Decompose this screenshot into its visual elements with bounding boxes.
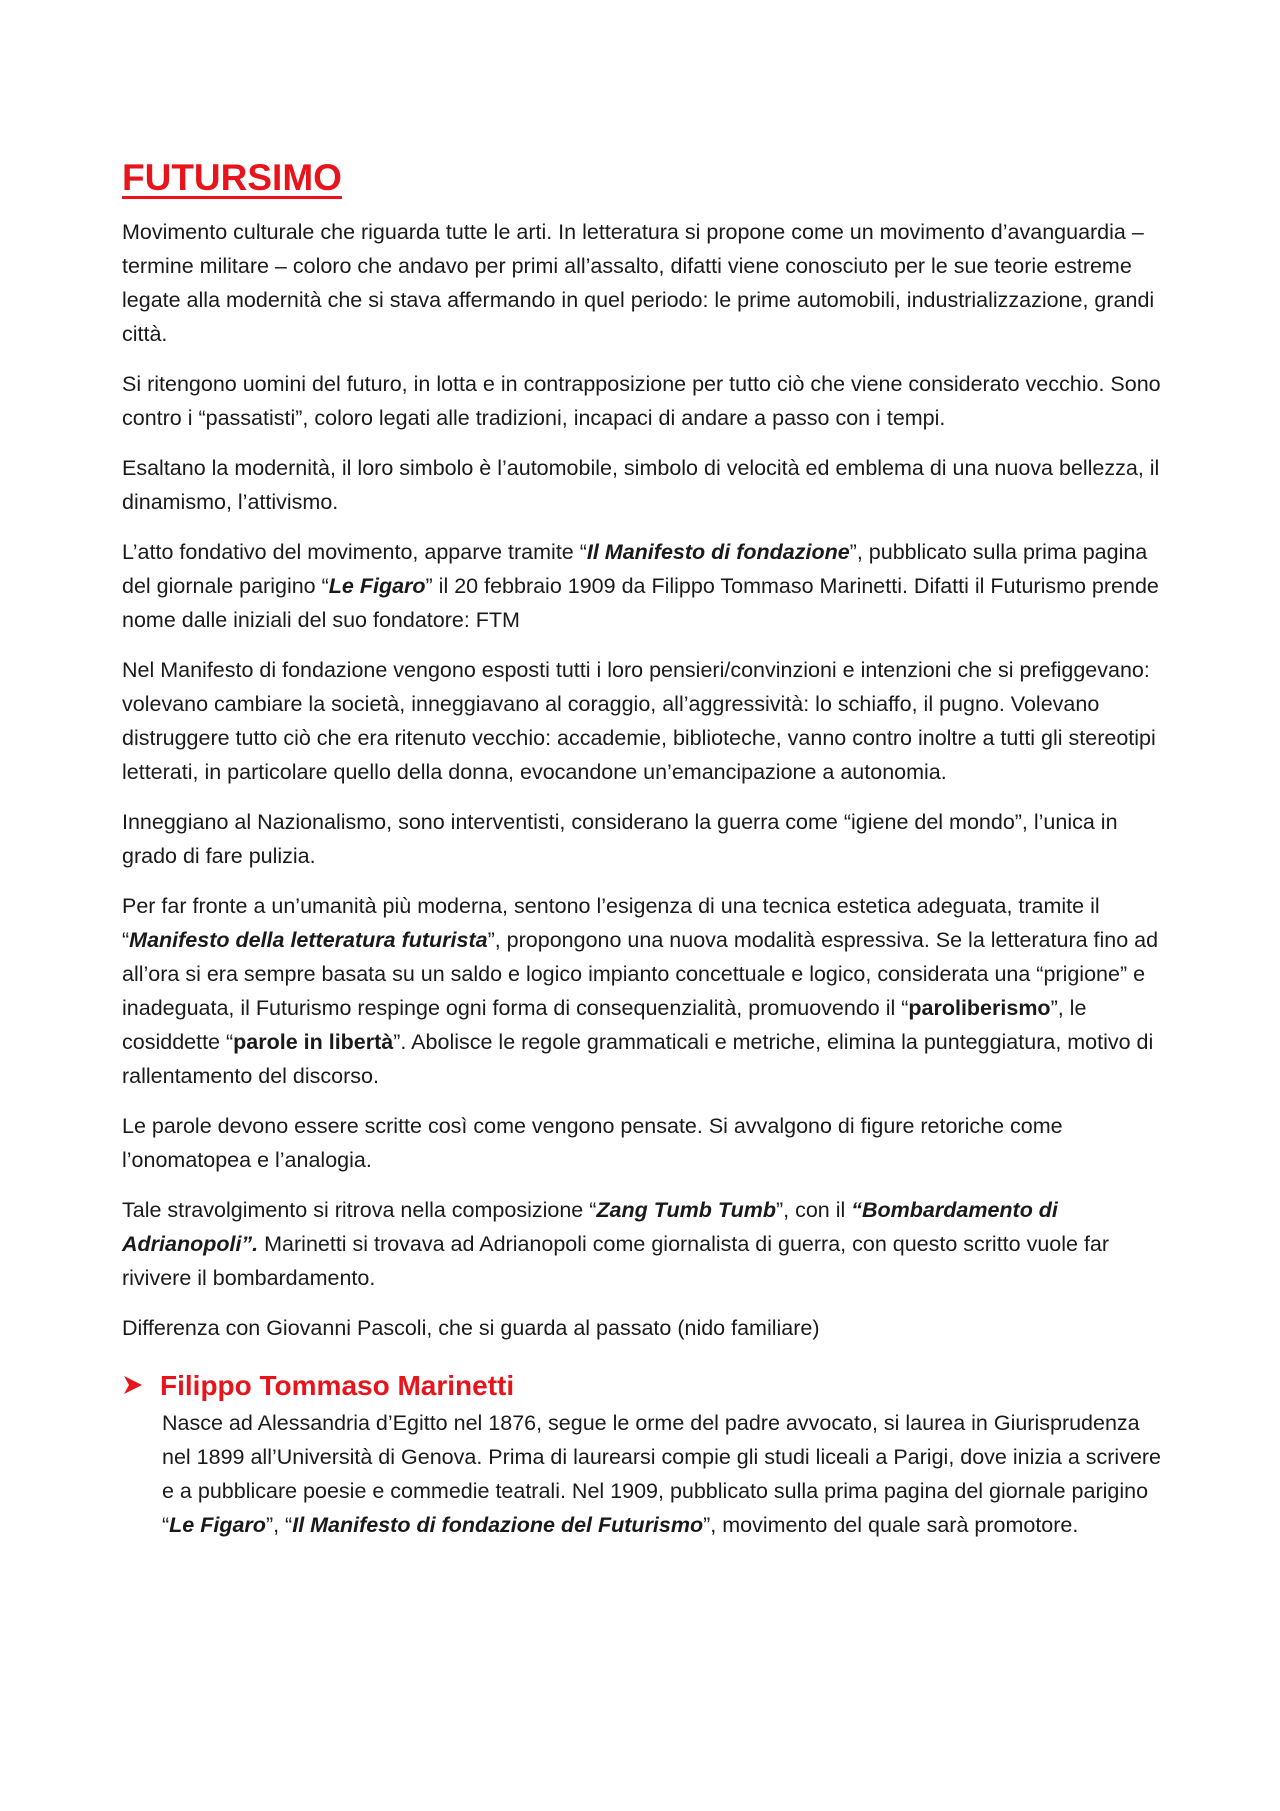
paragraph-7: Per far fronte a un’umanità più moderna, sentono l’esigenza di una tecnica estetica adeguata, tramite il “Manifesto della letteratura futurista”, propongono una nuova modalità espressiva. Se la letteratura fino ad all’ora si era sempre basata su un saldo e logico impianto concettuale e logico, considerata una “prigione” e inadeguata, il Futurismo respinge ogni forma di consequenzialità, promuovendo il “paroliberismo”, le cosiddette “parole in libertà”. Abolisce le regole grammaticali e metriche, elimina la punteggiatura, motivo di rallentamento del discorso. xyxy=(122,893,1159,1088)
section-title: Filippo Tommaso Marinetti xyxy=(160,1369,515,1401)
emphasis-bio-figaro: Le Figaro xyxy=(169,1513,266,1538)
emphasis-parole-in-liberta: parole in libertà xyxy=(233,1029,394,1054)
emphasis-zang-tumb-tumb: Zang Tumb Tumb xyxy=(596,1197,776,1222)
paragraph-3: Esaltano la modernità, il loro simbolo è l’automobile, simbolo di velocità ed emblema di una nuova bellezza, il dinamismo, l’attivismo. xyxy=(122,455,1160,514)
paragraph-10: Differenza con Giovanni Pascoli, che si guarda al passato (nido familiare) xyxy=(122,1315,820,1340)
paragraph-5: Nel Manifesto di fondazione vengono esposti tutti i loro pensieri/convinzioni e intenzioni che si prefiggevano: volevano cambiare la società, inneggiavano al coraggio, all’aggressività: lo schiaffo, il pugno. Volevano distruggere tutto ciò che era ritenuto vecchio: accademie, biblioteche, vanno contro inoltre a tutti gli stereotipi letterati, in particolare quello della donna, evocandone un’emancipazione a autonomia. xyxy=(122,657,1156,784)
emphasis-bombardamento: “Bombardamento di Adrianopoli”. xyxy=(122,1197,1058,1256)
paragraph-6: Inneggiano al Nazionalismo, sono interventisti, considerano la guerra come “igiene del mondo”, l’unica in grado di fare pulizia. xyxy=(122,809,1118,868)
emphasis-manifesto: Il Manifesto di fondazione xyxy=(586,539,850,564)
paragraph-8: Le parole devono essere scritte così come vengono pensate. Si avvalgono di figure retoriche come l’onomatopea e l’analogia. xyxy=(122,1113,1063,1172)
emphasis-bio-manifesto: Il Manifesto di fondazione del Futurismo xyxy=(292,1513,704,1538)
paragraph-2: Si ritengono uomini del futuro, in lotta e in contrapposizione per tutto ciò che viene considerato vecchio. Sono contro i “passatisti”, coloro legati alle tradizioni, incapaci di andare a passo con i tempi. xyxy=(122,371,1161,430)
section-heading xyxy=(122,1369,1172,1403)
document-page xyxy=(122,158,1172,1542)
page-title: FUTURSIMO xyxy=(122,157,342,198)
emphasis-manifesto-letteratura: Manifesto della letteratura futurista xyxy=(129,927,488,952)
emphasis-paroliberismo: paroliberismo xyxy=(908,995,1051,1020)
section-bio: Nasce ad Alessandria d’Egitto nel 1876, segue le orme del padre avvocato, si laurea in Giurisprudenza nel 1899 all’Università di Genova. Prima di laurearsi compie gli studi liceali a Parigi, dove inizia a scrivere e a pubblicare poesie e commedie teatrali. Nel 1909, pubblicato sulla prima pagina del giornale parigino “Le Figaro”, “Il Manifesto di fondazione del Futurismo”, movimento del quale sarà promotore. xyxy=(162,1411,1162,1538)
paragraph-4: L’atto fondativo del movimento, apparve tramite “Il Manifesto di fondazione”, pubblicato sulla prima pagina del giornale parigino “Le Figaro” il 20 febbraio 1909 da Filippo Tommaso Marinetti. Difatti il Futurismo prende nome dalle iniziali del suo fondatore: FTM xyxy=(122,539,1159,632)
emphasis-figaro: Le Figaro xyxy=(328,573,426,598)
arrow-bullet-icon xyxy=(122,1374,144,1396)
paragraph-9: Tale stravolgimento si ritrova nella composizione “Zang Tumb Tumb”, con il “Bombardamento di Adrianopoli”. Marinetti si trovava ad Adrianopoli come giornalista di guerra, con questo scritto vuole far rivivere il bombardamento. xyxy=(122,1197,1110,1290)
paragraph-1: Movimento culturale che riguarda tutte le arti. In letteratura si propone come un movimento d’avanguardia – termine militare – coloro che andavo per primi all’assalto, difatti viene conosciuto per le sue teorie estreme legate alla modernità che si stava affermando in quel periodo: le prime automobili, industrializzazione, grandi città. xyxy=(122,219,1155,346)
